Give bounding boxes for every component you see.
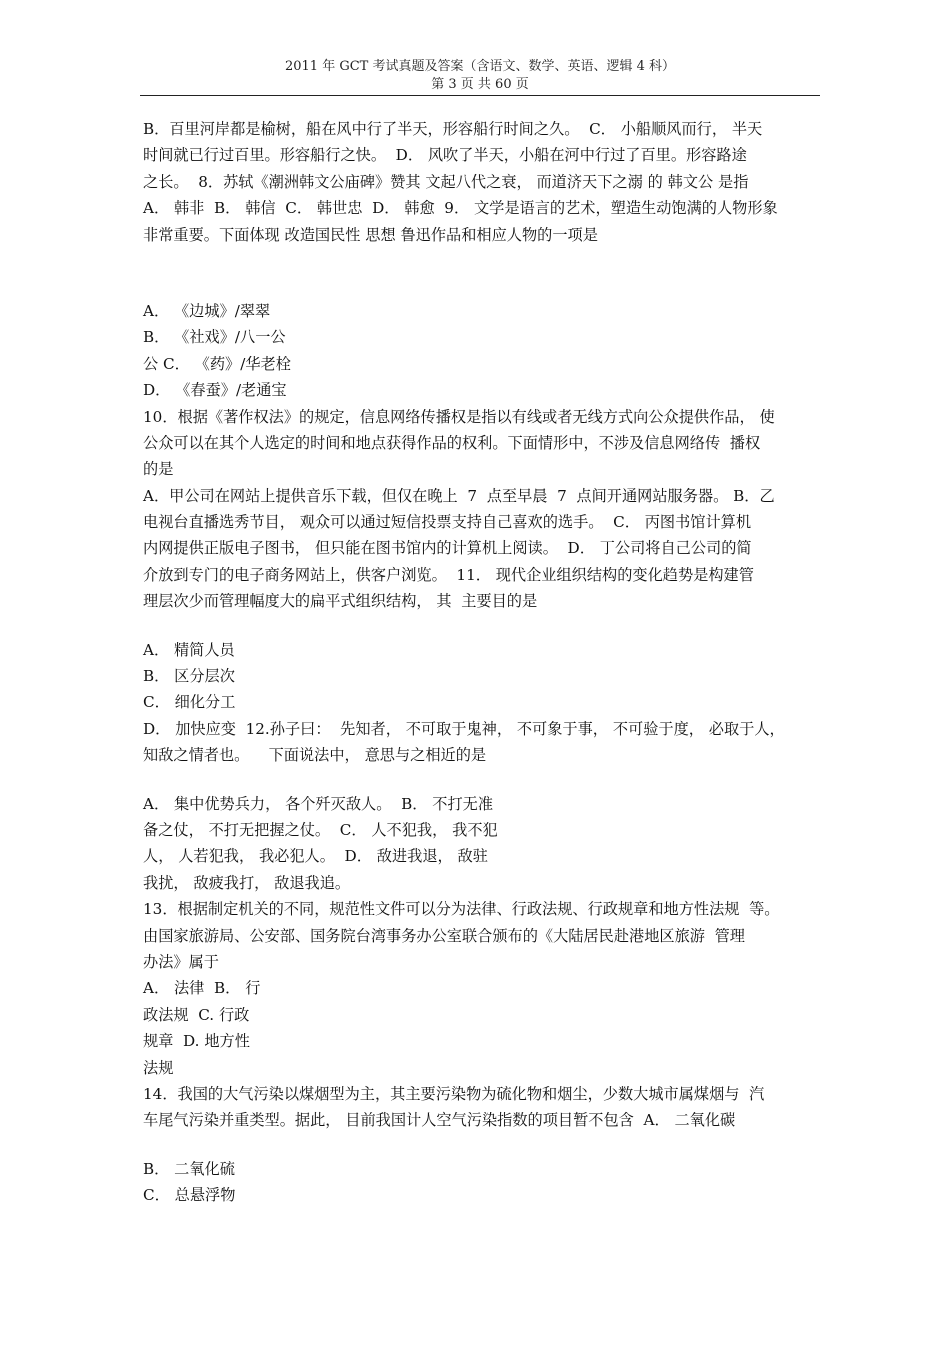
text-line: 非常重要。下面体现 改造国民性 思想 鲁迅作品和相应人物的一项是 xyxy=(143,225,598,244)
question-line: 13．根据制定机关的不同，规范性文件可以分为法律、行政法规、行政规章和地方性法规 等。 xyxy=(143,900,780,919)
option-line: 规章 D. 地方性 xyxy=(143,1032,250,1051)
option-line: B． 《社戏》/八一公 xyxy=(143,328,286,347)
option-line: 电视台直播选秀节目， 观众可以通过短信投票支持自己喜欢的选手。 C． 丙图书馆计算机 xyxy=(143,513,752,532)
text-line: 时间就已行过百里。形容船行之快。 D． 风吹了半天，小船在河中行过了百里。形容路途 xyxy=(143,146,747,165)
blank-space xyxy=(143,248,819,276)
text-line: A． 韩非 B． 韩信 C． 韩世忠 D． 韩愈 9． 文学是语言的艺术，塑造生动饱满的人物形象 xyxy=(143,199,778,218)
header-page-number: 第 3 页 共 60 页 xyxy=(431,77,529,92)
option-line: A． 精简人员 xyxy=(143,640,235,659)
option-line: 备之仗， 不打无把握之仗。 C． 人不犯我， 我不犯 xyxy=(143,820,498,839)
option-line: 法规 xyxy=(143,1058,174,1077)
page-header xyxy=(140,58,820,94)
question-line: 理层次少而管理幅度大的扁平式组织结构， 其 主要目的是 xyxy=(143,592,538,611)
option-line: C． 细化分工 xyxy=(143,693,236,712)
text-line: 之长。 8．苏轼《潮洲韩文公庙碑》赞其 文起八代之衰， 而道济天下之溺 的 韩文公 是指 xyxy=(143,172,749,191)
option-line: D． 《春蚕》/老通宝 xyxy=(143,381,287,400)
option-line: 政法规 C. 行政 xyxy=(143,1005,250,1024)
blank-space xyxy=(143,276,819,298)
blank-space xyxy=(143,1134,819,1156)
option-line: A． 集中优势兵力， 各个歼灭敌人。 B． 不打无准 xyxy=(143,794,494,813)
option-line: C． 总悬浮物 xyxy=(143,1186,236,1205)
option-line: B． 二氧化硫 xyxy=(143,1159,235,1178)
question-line: 10．根据《著作权法》的规定，信息网络传播权是指以有线或者无线方式向公众提供作品， 使 xyxy=(143,407,775,426)
option-line: 公 C． 《药》/华老栓 xyxy=(143,354,291,373)
question-line: 车尾气污染并重类型。据此， 目前我国计人空气污染指数的项目暂不包含 A． 二氧化碳 xyxy=(143,1111,736,1130)
question-line: 办法》属于 xyxy=(143,952,219,971)
option-line: 人， 人若犯我， 我必犯人。 D． 敌进我退， 敌驻 xyxy=(143,847,488,866)
option-line: B． 区分层次 xyxy=(143,667,235,686)
text-line: B．百里河岸都是榆树，船在风中行了半天，形容船行时间之久。 C． 小船顺风而行， 半天 xyxy=(143,120,763,138)
question-line: 的是 xyxy=(143,460,174,479)
header-divider xyxy=(140,95,820,96)
question-line: 14．我国的大气污染以煤烟型为主，其主要污染物为硫化物和烟尘，少数大城市属煤烟与 汽 xyxy=(143,1084,765,1103)
option-line: D． 加快应变 12.孙子曰： 先知者， 不可取于鬼神， 不可象于事， 不可验于度， 必取于人， xyxy=(143,719,785,738)
header-title: 2011 年 GCT 考试真题及答案（含语文、数学、英语、逻辑 4 科） xyxy=(284,59,676,74)
document-body xyxy=(143,116,819,1208)
question-line: 由国家旅游局、公安部、国务院台湾事务办公室联合颁布的《大陆居民赴港地区旅游 管理 xyxy=(143,926,745,945)
blank-space xyxy=(143,769,819,791)
option-line: 我扰， 敌疲我打， 敌退我追。 xyxy=(143,873,351,892)
blank-space xyxy=(143,615,819,637)
question-line: 公众可以在其个人选定的时间和地点获得作品的权利。下面情形中，不涉及信息网络传 播权 xyxy=(143,433,761,452)
option-line: 内网提供正版电子图书， 但只能在图书馆内的计算机上阅读。 D． 丁公司将自己公司的简 xyxy=(143,539,752,558)
option-line: 介放到专门的电子商务网站上，供客户浏览。 11． 现代企业组织结构的变化趋势是构建管 xyxy=(143,565,754,584)
question-line: 知敌之情者也。 下面说法中， 意思与之相近的是 xyxy=(143,746,487,765)
option-line: A． 《边城》/翠翠 xyxy=(143,301,271,320)
option-line: A． 法律 B． 行 xyxy=(143,979,261,998)
option-line: A．甲公司在网站上提供音乐下载，但仅在晚上 7 点至早晨 7 点间开通网站服务器。 B．乙 xyxy=(143,486,775,505)
